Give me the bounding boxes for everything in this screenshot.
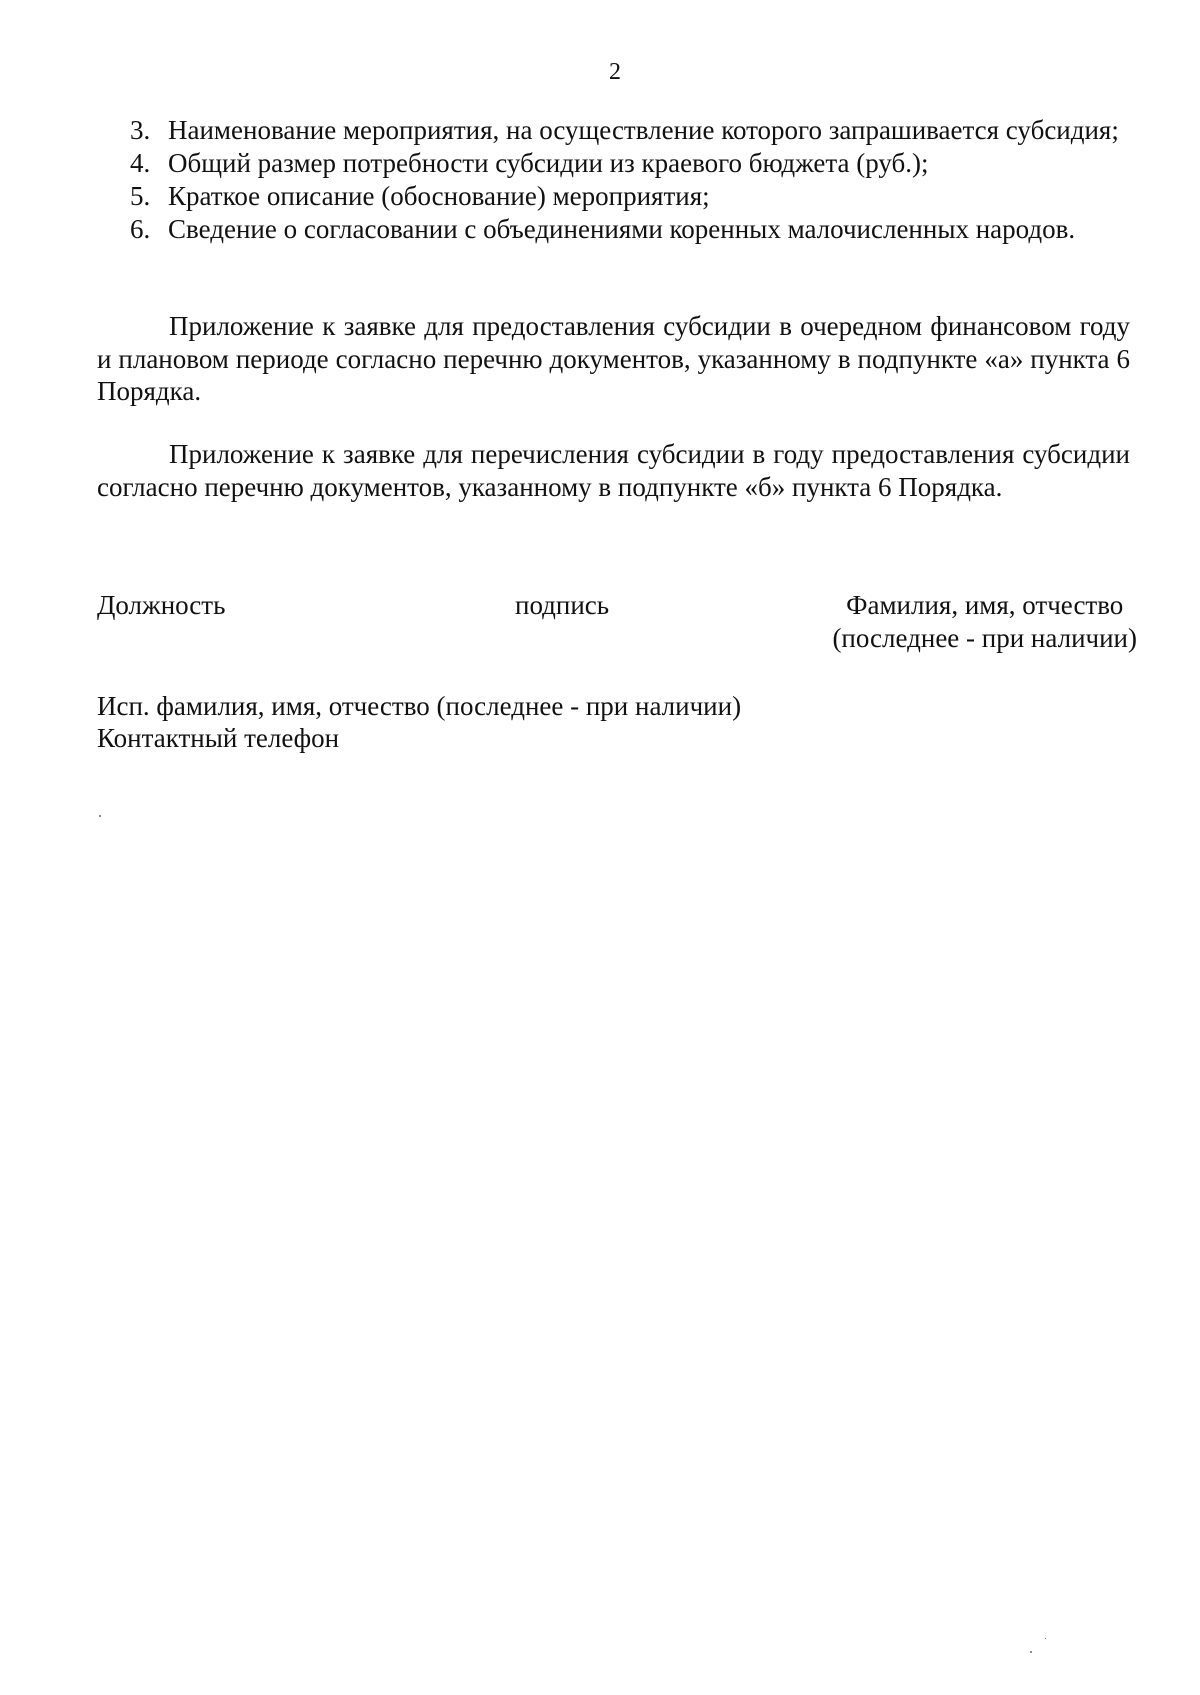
- list-item-text: Общий размер потребности субсидии из краевого бюджета (руб.);: [168, 148, 929, 178]
- page-number: 2: [609, 59, 621, 85]
- scan-speck: [1030, 1651, 1032, 1653]
- full-name-label: [832, 589, 1137, 655]
- list-item-text: Наименование мероприятия, на осуществление которого запрашивается субсидия;: [168, 115, 1119, 145]
- signature-label: подпись: [515, 590, 610, 620]
- full-name-label-line1: Фамилия, имя, отчество: [846, 590, 1124, 620]
- executor-label: Исп. фамилия, имя, отчество (последнее - при наличии): [97, 691, 742, 721]
- list-item-number: 5.: [130, 181, 151, 211]
- list-item: [130, 213, 1130, 246]
- scan-speck: [1045, 1638, 1046, 1639]
- full-name-label-line2: (последнее - при наличии): [832, 623, 1137, 653]
- list-item: [130, 180, 1130, 213]
- appendix-paragraph-planned: Приложение к заявке для предоставления субсидии в очередном финансовом году и плановом периоде согласно перечню документов, указанному в подпункте «а» пункта 6 Порядка.: [97, 311, 1130, 406]
- list-item: [130, 147, 1130, 180]
- list-item-text: Краткое описание (обоснование) мероприятия;: [168, 181, 710, 211]
- list-item: [130, 114, 1130, 147]
- appendix-paragraph-transfer: Приложение к заявке для перечисления субсидии в году предоставления субсидии согласно перечню документов, указанному в подпункте «б» пункта 6 Порядка.: [97, 439, 1130, 502]
- list-item-number: 3.: [130, 115, 151, 145]
- requirements-list: [130, 114, 1130, 246]
- position-label: Должность: [97, 590, 226, 620]
- scan-speck: [99, 815, 101, 817]
- executor-block: [97, 690, 741, 754]
- list-item-number: 4.: [130, 148, 151, 178]
- list-item-text: Сведение о согласовании с объединениями коренных малочисленных народов.: [168, 214, 1076, 244]
- phone-label: Контактный телефон: [97, 723, 340, 753]
- list-item-number: 6.: [130, 214, 151, 244]
